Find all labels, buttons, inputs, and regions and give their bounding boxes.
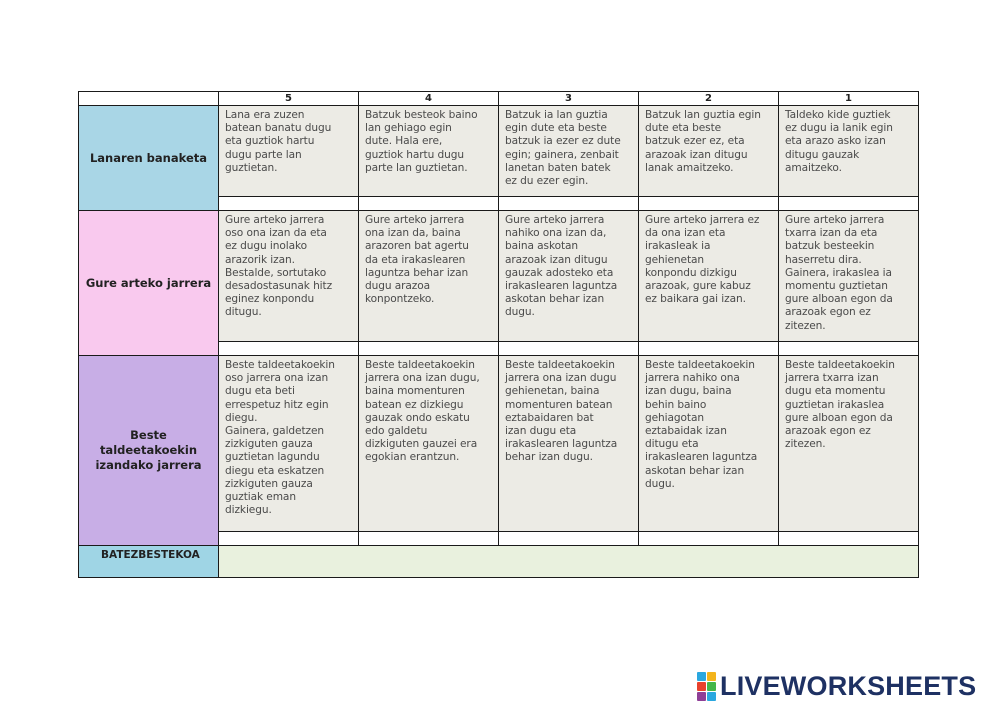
rubric-cell: Gure arteko jarrera ona izan da, baina arazoren bat agertu da eta irakaslearen laguntza behar izan dugu arazoa konpontzeko. bbox=[359, 211, 499, 342]
answer-cell[interactable] bbox=[219, 342, 359, 356]
rubric-cell: Gure arteko jarrera txarra izan da eta batzuk besteekin haserretu dira. Gainera, irakaslea ia momentu guztietan gure alboan egon da arazoak egon ez zitezen. bbox=[779, 211, 919, 342]
logo-text: LIVEWORKSHEETS bbox=[720, 671, 977, 701]
answer-cell[interactable] bbox=[779, 532, 919, 546]
rubric-cell: Gure arteko jarrera oso ona izan da eta ez dugu inolako arazorik izan. Bestalde, sortutako desadostasunak hitz eginez konpondu ditugu. bbox=[219, 211, 359, 342]
rubric-cell: Beste taldeetakoekin jarrera ona izan dugu gehienetan, baina momenturen batean eztabaidaren bat izan dugu eta irakaslearen laguntza behar izan dugu. bbox=[499, 356, 639, 532]
score-header-row bbox=[79, 92, 919, 106]
answer-cell[interactable] bbox=[219, 532, 359, 546]
rubric-cell: Batzuk ia lan guztia egin dute eta beste batzuk ia ezer ez dute egin; gainera, zenbait lanetan baten batek ez du ezer egin. bbox=[499, 106, 639, 197]
rubric-row bbox=[79, 356, 919, 532]
score-header: 3 bbox=[499, 92, 639, 106]
average-row bbox=[79, 546, 919, 578]
answer-cell[interactable] bbox=[359, 532, 499, 546]
answer-cell[interactable] bbox=[639, 197, 779, 211]
rubric-cell: Beste taldeetakoekin jarrera ona izan dugu, baina momenturen batean ez dizkiegu gauzak ondo eskatu edo galdetu dizkiguten gauzei era egokian erantzun. bbox=[359, 356, 499, 532]
answer-cell[interactable] bbox=[499, 342, 639, 356]
rubric-row bbox=[79, 106, 919, 197]
rubric-row bbox=[79, 211, 919, 342]
logo-blocks-icon bbox=[697, 672, 716, 701]
rubric-cell: Beste taldeetakoekin oso jarrera ona izan dugu eta beti errespetuz hitz egin diegu. Gainera, galdetzen zizkiguten gauza guztietan lagundu diegu eta eskatzen zizkiguten gauza guztiak eman dizkiegu. bbox=[219, 356, 359, 532]
score-header: 5 bbox=[219, 92, 359, 106]
rubric-cell: Beste taldeetakoekin jarrera nahiko ona izan dugu, baina behin baino gehiagotan eztabaidak izan ditugu eta irakaslearen laguntza askotan behar izan dugu. bbox=[639, 356, 779, 532]
score-header: 1 bbox=[779, 92, 919, 106]
liveworksheets-logo bbox=[697, 673, 976, 699]
answer-cell[interactable] bbox=[639, 342, 779, 356]
answer-cell[interactable] bbox=[359, 342, 499, 356]
answer-cell[interactable] bbox=[359, 197, 499, 211]
answer-cell[interactable] bbox=[499, 532, 639, 546]
rubric-table bbox=[78, 91, 919, 578]
rubric-cell: Gure arteko jarrera nahiko ona izan da, baina askotan arazoak izan ditugu gauzak adosteko eta irakaslearen laguntza askotan behar izan dugu. bbox=[499, 211, 639, 342]
criterion-label: Lanaren banaketa bbox=[79, 106, 219, 211]
answer-cell[interactable] bbox=[499, 197, 639, 211]
average-label: BATEZBESTEKOA bbox=[79, 546, 219, 578]
score-header: 4 bbox=[359, 92, 499, 106]
criterion-label: Beste taldeetakoekin izandako jarrera bbox=[79, 356, 219, 546]
rubric-cell: Batzuk lan guztia egin dute eta beste batzuk ezer ez, eta arazoak izan ditugu lanak amaitzeko. bbox=[639, 106, 779, 197]
rubric-cell: Batzuk besteok baino lan gehiago egin dute. Hala ere, guztiok hartu dugu parte lan guztietan. bbox=[359, 106, 499, 197]
rubric-cell: Beste taldeetakoekin jarrera txarra izan dugu eta momentu guztietan irakaslea gure alboan egon da arazoak egon ez zitezen. bbox=[779, 356, 919, 532]
answer-cell[interactable] bbox=[219, 197, 359, 211]
answer-cell[interactable] bbox=[639, 532, 779, 546]
criterion-label: Gure arteko jarrera bbox=[79, 211, 219, 356]
corner-cell bbox=[79, 92, 219, 106]
average-field[interactable] bbox=[219, 546, 919, 578]
answer-cell[interactable] bbox=[779, 342, 919, 356]
rubric-cell: Gure arteko jarrera ez da ona izan eta irakasleak ia gehienetan konpondu dizkigu arazoak, gure kabuz ez baikara gai izan. bbox=[639, 211, 779, 342]
answer-cell[interactable] bbox=[779, 197, 919, 211]
score-header: 2 bbox=[639, 92, 779, 106]
rubric-cell: Lana era zuzen batean banatu dugu eta guztiok hartu dugu parte lan guztietan. bbox=[219, 106, 359, 197]
rubric-cell: Taldeko kide guztiek ez dugu ia lanik egin eta arazo asko izan ditugu gauzak amaitzeko. bbox=[779, 106, 919, 197]
